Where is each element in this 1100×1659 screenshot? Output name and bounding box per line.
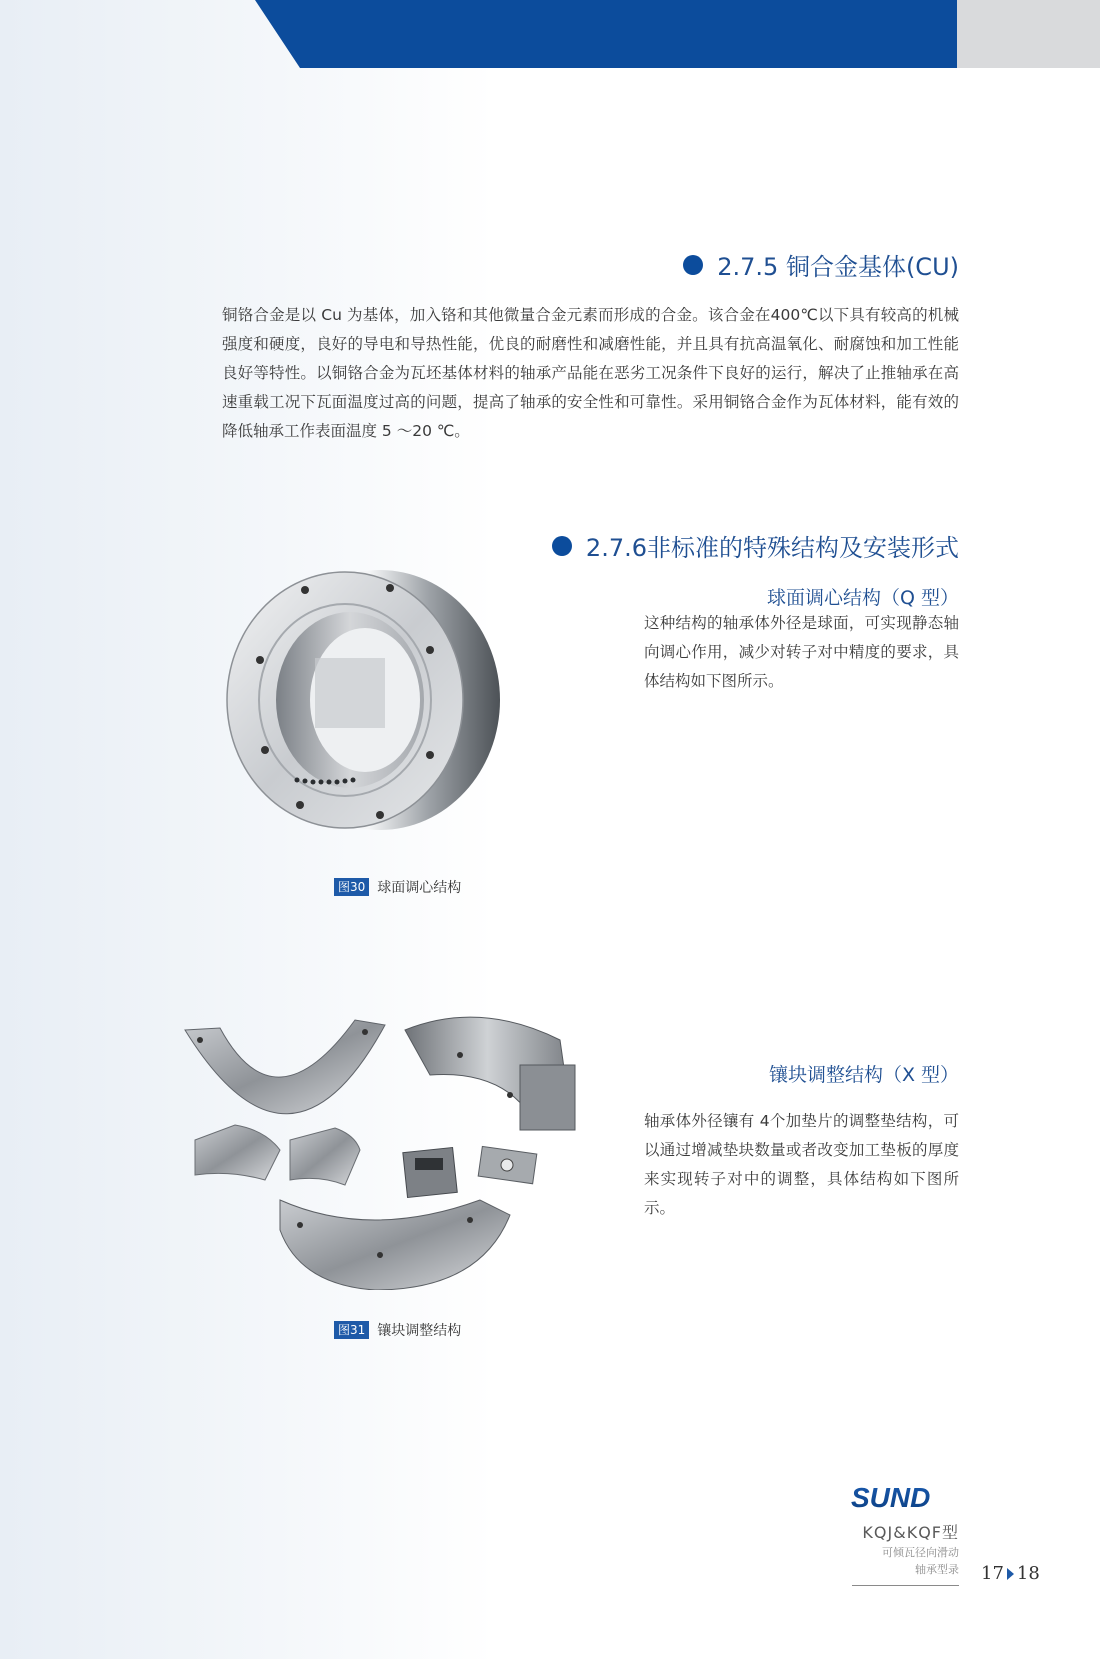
subheading-q-type: 球面调心结构（Q 型）	[767, 587, 959, 609]
section-body-2-7-5: 铜铬合金是以 Cu 为基体，加入铬和其他微量合金元素而形成的合金。该合金在400℃以下具有较高的机械强度和硬度，良好的导电和导热性能，优良的耐磨性和减磨性能，并且具有抗高温氧化、耐腐蚀和加工性能良好等特性。以铜铬合金为瓦坯基体材料的轴承产品能在恶劣工况条件下良好的运行，解决了止推轴承在高速重载工况下瓦面温度过高的问题，提高了轴承的安全性和可靠性。采用铜铬合金作为瓦体材料，能有效的降低轴承工作表面温度 5 ～20 ℃。	[222, 306, 959, 440]
body-x-type: 轴承体外径镶有 4个加垫片的调整垫结构，可以通过增减垫块数量或者改变加工垫板的厚度来实现转子对中的调整，具体结构如下图所示。	[644, 1112, 959, 1217]
figure-caption-31	[334, 1320, 461, 1340]
section-heading-text: 2.7.5 铜合金基体(CU)	[717, 253, 959, 281]
top-banner-gray	[957, 0, 1100, 68]
figure-caption-30	[334, 877, 461, 897]
top-banner	[0, 0, 957, 68]
figure-badge: 图31	[334, 1321, 369, 1339]
section-heading-text: 2.7.6非标准的特殊结构及安装形式	[585, 534, 959, 562]
figure-caption-text: 球面调心结构	[377, 880, 462, 896]
figure-badge: 图30	[334, 878, 369, 896]
page-arrow-icon	[1007, 1568, 1014, 1580]
product-subtitle-1: 可倾瓦径向滑动	[882, 1546, 959, 1559]
section-heading-2-7-6	[552, 528, 959, 563]
bullet-icon	[683, 255, 703, 275]
section-heading-2-7-5	[683, 247, 959, 282]
figure-caption-text: 镶块调整结构	[377, 1323, 462, 1339]
sund-logo	[851, 1483, 959, 1511]
product-subtitle-2: 轴承型录	[915, 1563, 959, 1576]
page-numbers	[981, 1563, 1040, 1584]
footer-divider	[852, 1585, 959, 1586]
spherical-bearing-image	[205, 540, 505, 840]
subheading-x-type: 镶块调整结构（X 型）	[768, 1064, 959, 1086]
bullet-icon	[552, 536, 572, 556]
insert-adjustment-parts-image	[180, 1000, 620, 1290]
product-title: KQJ&KQF型	[862, 1523, 959, 1542]
svg-text:SUND: SUND	[851, 1483, 931, 1511]
page-number-left: 17	[981, 1563, 1004, 1584]
body-q-type: 这种结构的轴承体外径是球面，可实现静态轴向调心作用，减少对转子对中精度的要求，具体结构如下图所示。	[644, 614, 959, 690]
page-number-right: 18	[1016, 1563, 1040, 1584]
